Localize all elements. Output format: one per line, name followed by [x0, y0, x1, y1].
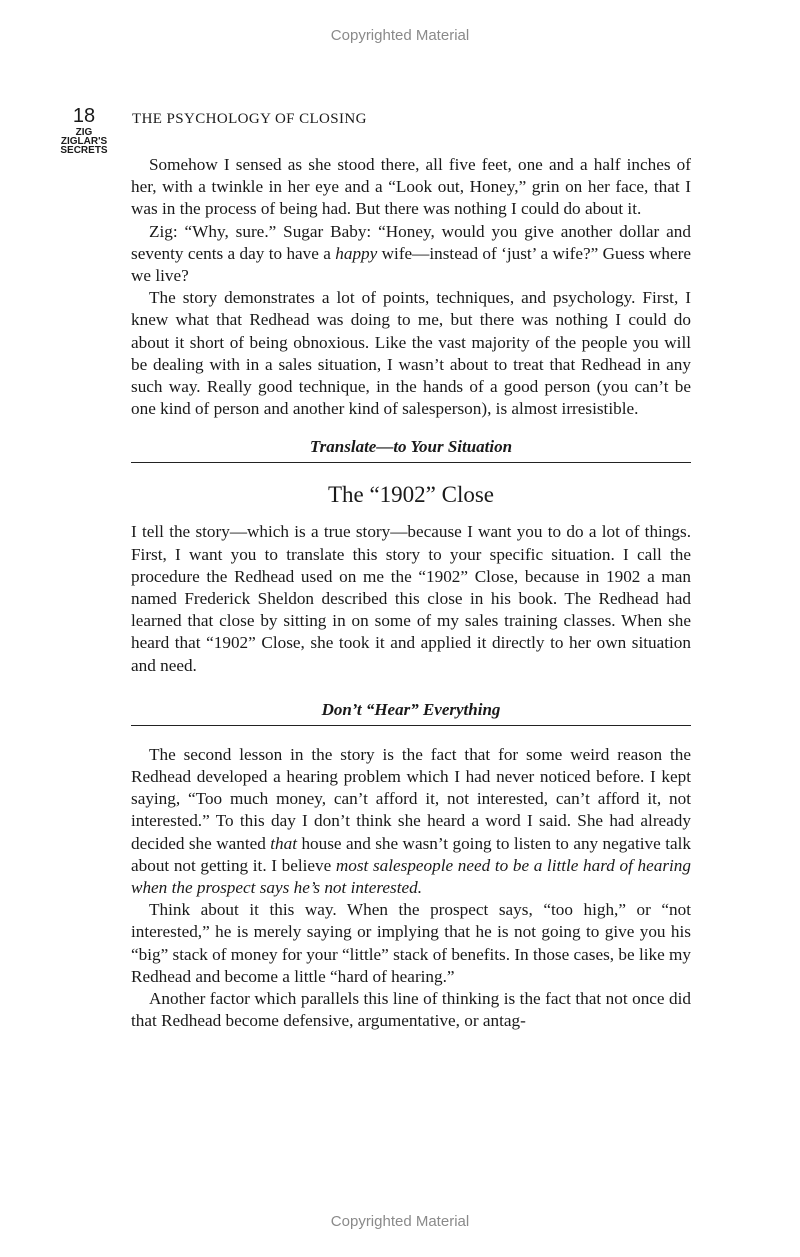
page-number: 18 — [72, 105, 96, 127]
series-label — [50, 128, 118, 155]
series-label-line: ZIG — [75, 127, 93, 138]
paragraph — [131, 744, 691, 899]
text-run: wife—instead of ‘just’ a wife?” Guess where we live? — [131, 243, 691, 286]
series-label-line: ZIGLAR'S — [60, 136, 108, 147]
subheading: Don’t “Hear” Everything — [131, 699, 691, 726]
paragraph: Somehow I sensed as she stood there, all five feet, one and a half inches of her, with a twinkle in her eye and a “Look out, Honey,” grin on her face, that I was in the process of being had. But there was nothing I could do about it. — [131, 155, 691, 219]
paragraph: The story demonstrates a lot of points, techniques, and psychology. First, I knew what that Redhead was doing to me, but there was nothing I could do about it short of being obnoxious. Like the vast majority of the people you will be dealing with in a sales situation, I wasn’t about to treat that Redhead in any such way. Really good technique, in the hands of a good person (you can’t be one kind of person and another kind of salesperson), is almost irresistible. — [131, 288, 691, 419]
emphasis: happy — [335, 243, 378, 263]
text-run: Zig: “Why, sure.” Sugar Baby: “Honey, would you give another dollar and seventy cents a day to have a — [131, 221, 691, 263]
section-title: The “1902” Close — [327, 482, 495, 508]
text-run: The second lesson in the story is the fact that for some weird reason the Redhead developed a hearing problem which I had never noticed before. I kept saying, “Too much money, can’t afford it, not interested, can’t afford it, not interested.” To this day I don’t think she heard a word I said. She had already decided she wanted — [131, 744, 691, 853]
series-label-line: SECRETS — [60, 145, 108, 156]
text-run: house and she wasn’t going to listen to any negative talk about not getting it. I believe — [131, 833, 691, 875]
paragraph — [131, 221, 691, 288]
page-body — [131, 154, 691, 1033]
paragraph: Think about it this way. When the prospect says, “too high,” or “not interested,” he is merely saying or implying that he is not going to give you his “big” stack of money for your “little” stack of benefits. In those cases, be like my Redhead and become a little “hard of hearing.” — [131, 900, 691, 986]
emphasis: most salespeople need to be a little hard of hearing when the prospect says he’s not interested. — [131, 855, 691, 898]
emphasis: that — [270, 833, 298, 853]
subheading: Translate—to Your Situation — [131, 436, 691, 463]
copyright-watermark-bottom: Copyrighted Material — [330, 1213, 470, 1230]
paragraph: Another factor which parallels this line of thinking is the fact that not once did that Redhead become defensive, argumentative, or antag- — [131, 989, 691, 1031]
running-head: THE PSYCHOLOGY OF CLOSING — [132, 111, 367, 127]
paragraph: I tell the story—which is a true story—because I want you to do a lot of things. First, I want you to translate this story to your specific situation. I call the procedure the Redhead used on me the “1902” Close, because in 1902 a man named Frederick Sheldon described this close in his book. The Redhead had learned that close by sitting in on some of my sales training classes. When she heard that “1902” Close, she took it and applied it directly to her own situation and need. — [131, 522, 691, 675]
copyright-watermark-top: Copyrighted Material — [330, 27, 470, 44]
